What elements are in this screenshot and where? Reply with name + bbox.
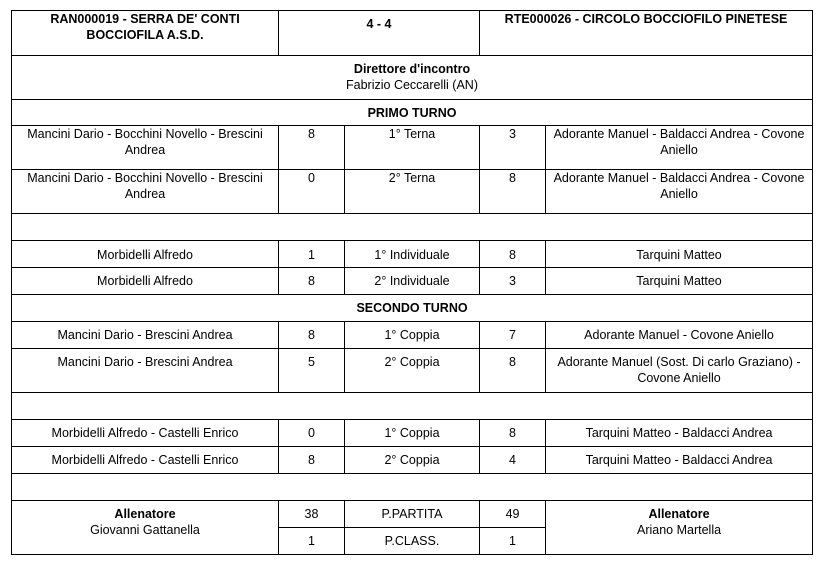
home-coach-cell (12, 501, 279, 555)
game-type: 1° Terna (345, 126, 480, 170)
away-players: Tarquini Matteo - Baldacci Andrea (546, 420, 813, 447)
director-cell (12, 56, 813, 100)
partita-label: P.PARTITA (345, 501, 480, 528)
match-row (12, 126, 813, 170)
spacer-cell (12, 474, 813, 501)
away-score: 8 (480, 170, 546, 214)
game-type: 2° Coppia (345, 447, 480, 474)
game-type: 1° Individuale (345, 241, 480, 268)
home-score: 0 (279, 170, 345, 214)
home-score: 0 (279, 420, 345, 447)
away-players: Tarquini Matteo - Baldacci Andrea (546, 447, 813, 474)
match-row (12, 447, 813, 474)
away-players: Adorante Manuel - Baldacci Andrea - Covone Aniello (546, 126, 813, 170)
away-coach-name: Ariano Martella (636, 523, 722, 537)
home-players: Morbidelli Alfredo - Castelli Enrico (12, 447, 279, 474)
game-type: 2° Terna (345, 170, 480, 214)
director-row (12, 56, 813, 100)
away-score: 3 (480, 268, 546, 295)
home-players: Morbidelli Alfredo - Castelli Enrico (12, 420, 279, 447)
match-row (12, 322, 813, 349)
away-score: 8 (480, 241, 546, 268)
away-coach-label: Allenatore (648, 507, 710, 521)
spacer-cell (12, 393, 813, 420)
away-score: 8 (480, 420, 546, 447)
director-title: Direttore d'incontro (353, 62, 471, 76)
match-row (12, 241, 813, 268)
class-home: 1 (279, 528, 345, 555)
away-score: 7 (480, 322, 546, 349)
home-players: Morbidelli Alfredo (12, 268, 279, 295)
home-score: 1 (279, 241, 345, 268)
spacer-cell (12, 214, 813, 241)
match-report-table (11, 10, 813, 555)
spacer-row (12, 474, 813, 501)
home-score: 5 (279, 349, 345, 393)
away-players: Tarquini Matteo (546, 241, 813, 268)
away-players: Adorante Manuel - Baldacci Andrea - Covone Aniello (546, 170, 813, 214)
away-players: Tarquini Matteo (546, 268, 813, 295)
home-coach-label: Allenatore (114, 507, 176, 521)
home-score: 8 (279, 126, 345, 170)
match-row (12, 268, 813, 295)
away-team-name: RTE000026 - CIRCOLO BOCCIOFILO PINETESE (480, 11, 813, 56)
match-row (12, 170, 813, 214)
away-score: 3 (480, 126, 546, 170)
home-players: Mancini Dario - Brescini Andrea (12, 349, 279, 393)
totals-row (12, 501, 813, 528)
secondo-turno-title: SECONDO TURNO (12, 295, 813, 322)
home-score: 8 (279, 268, 345, 295)
away-coach-cell (546, 501, 813, 555)
away-score: 4 (480, 447, 546, 474)
header-row (12, 11, 813, 56)
class-label: P.CLASS. (345, 528, 480, 555)
spacer-row (12, 393, 813, 420)
home-score: 8 (279, 322, 345, 349)
class-away: 1 (480, 528, 546, 555)
section-title-row (12, 295, 813, 322)
home-players: Mancini Dario - Bocchini Novello - Brescini Andrea (12, 170, 279, 214)
home-players: Morbidelli Alfredo (12, 241, 279, 268)
home-players: Mancini Dario - Brescini Andrea (12, 322, 279, 349)
match-row (12, 349, 813, 393)
partita-away: 49 (480, 501, 546, 528)
spacer-row (12, 214, 813, 241)
away-players: Adorante Manuel - Covone Aniello (546, 322, 813, 349)
home-coach-name: Giovanni Gattanella (90, 523, 200, 537)
away-players: Adorante Manuel (Sost. Di carlo Graziano) - Covone Aniello (546, 349, 813, 393)
home-score: 8 (279, 447, 345, 474)
away-score: 8 (480, 349, 546, 393)
home-team-name: RAN000019 - SERRA DE' CONTI BOCCIOFILA A.S.D. (12, 11, 279, 56)
home-players: Mancini Dario - Bocchini Novello - Brescini Andrea (12, 126, 279, 170)
match-row (12, 420, 813, 447)
game-type: 2° Individuale (345, 268, 480, 295)
game-type: 2° Coppia (345, 349, 480, 393)
match-score: 4 - 4 (279, 11, 480, 56)
director-name: Fabrizio Ceccarelli (AN) (346, 78, 478, 92)
section-title-row (12, 100, 813, 126)
primo-turno-title: PRIMO TURNO (12, 100, 813, 126)
partita-home: 38 (279, 501, 345, 528)
game-type: 1° Coppia (345, 322, 480, 349)
game-type: 1° Coppia (345, 420, 480, 447)
